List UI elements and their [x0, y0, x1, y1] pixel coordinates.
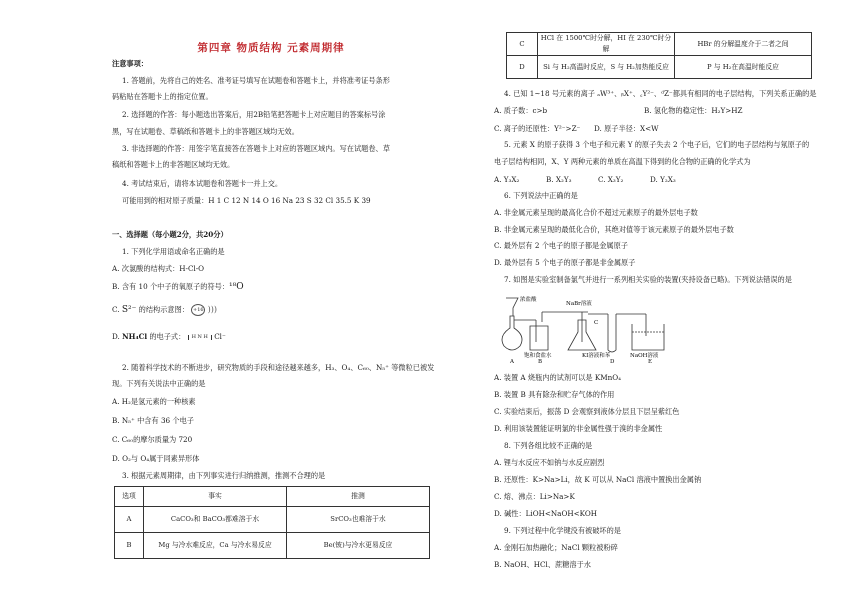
q7-option-a: A. 装置 A 烧瓶内的试剂可以是 KMnO₄	[494, 373, 622, 382]
question-8: 8. 下列各组比较不正确的是	[504, 441, 593, 450]
q5-option-d: D. Y₂X₃	[650, 175, 676, 184]
q3-table	[114, 486, 430, 559]
notice-line: 4. 考试结束后，请将本试题卷和答题卡一并上交。	[122, 179, 283, 188]
q1d-text: 的电子式：	[149, 332, 186, 341]
q8-option-d: D. 碱性：LiOH<NaOH<KOH	[494, 509, 597, 518]
label-nabr: NaBr溶液	[566, 301, 592, 307]
table-cell: Mg 与冷水难反应，Ca 与冷水易反应	[144, 533, 287, 559]
electron-formula-box: H N H	[188, 335, 212, 340]
chloride-ion: Cl⁻	[214, 332, 226, 341]
q7-option-b: B. 装置 B 具有除杂和贮存气体的作用	[494, 390, 615, 399]
q5-option-a: A. Y₃X₂	[494, 175, 520, 184]
notice-line: 3. 非选择题的作答：用签字笔直接答在答题卡上对应的答题区域内。写在试题卷、草	[122, 144, 390, 153]
table-cell: D	[507, 56, 538, 79]
table-row	[115, 507, 430, 533]
label-b: B	[538, 359, 543, 364]
flask-a-icon	[502, 316, 522, 350]
sulfide-ion: S²⁻	[121, 305, 137, 315]
notice-line: 2. 选择题的作答：每小题选出答案后，用2B铅笔把答题卡上对应题目的答案标号涂	[122, 110, 386, 119]
q4-option-c: C. 离子的还原性：Y²⁻>Z⁻	[494, 124, 581, 133]
atom-structure-diagram: +16	[191, 304, 205, 316]
atomic-masses: 可能用到的相对原子质量：H 1 C 12 N 14 O 16 Na 23 S 32 Cl 35.5 K 39	[122, 196, 371, 205]
q1d-label: D.	[112, 332, 120, 341]
q6-option-a: A. 非金属元素呈现的最高化合价不超过元素原子的最外层电子数	[494, 208, 698, 217]
test-tube-d-icon	[608, 314, 616, 352]
page-title: 第四章 物质结构 元素周期律	[197, 42, 345, 54]
q1b-text: B. 含有 10 个中子的氧原子的符号：	[112, 282, 230, 291]
question-2-cont: 现。下列有关说法中正确的是	[112, 379, 206, 388]
q4-option-a: A. 质子数：c>b	[494, 106, 548, 115]
q4-option-d: D. 原子半径：X<W	[594, 124, 659, 133]
q7-option-d: D. 利用该装置能证明氯的非金属性强于溴的非金属性	[494, 424, 663, 433]
table-header-row	[115, 487, 430, 507]
q7-option-c: C. 实验结束后，振荡 D 会观察到液体分层且下层呈紫红色	[494, 407, 680, 416]
table-cell: B	[115, 533, 144, 559]
oxygen-symbol: ¹⁸O	[229, 282, 244, 292]
notice-heading: 注意事项：	[112, 59, 148, 68]
q1-option-c	[112, 304, 217, 316]
q6-option-c: C. 最外层有 2 个电子的原子都是金属原子	[494, 241, 628, 250]
question-1: 1. 下列化学用语或命名正确的是	[122, 247, 225, 256]
q8-option-c: C. 熔、沸点：Li>Na>K	[494, 492, 575, 501]
label-e: E	[648, 359, 653, 364]
table-row	[507, 56, 812, 79]
notice-line: 码粘贴在答题卡上的指定位置。	[112, 92, 213, 101]
question-2: 2. 随着科学技术的不断进步，研究物质的手段和途径越来越多，H₃、O₄、C₆₀、N₅⁺ 等微粒已被发	[122, 363, 435, 372]
q8-option-b: B. 还原性：K>Na>Li，故 K 可以从 NaCl 溶液中置换出金属钠	[494, 475, 702, 484]
table-cell: Be(铍)与冷水更易反应	[287, 533, 430, 559]
q3-table-continued	[506, 32, 812, 79]
label-d: D	[610, 359, 615, 364]
bottle-b-icon	[530, 326, 548, 350]
q5-option-b: B. X₂Y₃	[546, 175, 572, 184]
label-conc-hcl: 浓盐酸	[520, 297, 537, 303]
question-3: 3. 根据元素周期律，由下列事实进行归纳推测，推测不合理的是	[122, 471, 326, 480]
q1-option-b	[112, 281, 244, 293]
ammonium-chloride: NH₄Cl	[122, 332, 148, 341]
table-header-cell: 选项	[115, 487, 144, 507]
q9-option-b: B. NaOH、HCl、蔗糖溶于水	[494, 560, 591, 569]
q9-option-a: A. 金刚石加热融化；NaCl 颗粒被粉碎	[494, 543, 618, 552]
q4-option-b: B. 氢化物的稳定性：H₂Y>HZ	[644, 106, 743, 115]
section-heading: 一、选择题（每小题2分，共20分）	[112, 230, 228, 239]
label-brine: 饱和食盐水	[524, 353, 552, 359]
label-a: A	[510, 359, 514, 364]
beaker-e-icon	[632, 324, 664, 350]
dropping-funnel-icon	[506, 298, 518, 316]
q2-option-d: D. O₂与 O₄属于同素异形体	[112, 454, 200, 463]
q2-option-c: C. C₆₀的摩尔质量为 720	[112, 435, 193, 444]
table-cell: HCl 在 1500℃时分解，HI 在 230℃时分解	[538, 33, 675, 56]
table-row	[507, 33, 812, 56]
q2-option-b: B. N₅⁺ 中含有 36 个电子	[112, 416, 194, 425]
q2-option-a: A. H₂是氢元素的一种核素	[112, 397, 196, 406]
question-4: 4. 已知 1~18 号元素的离子 ₐW³⁺、ᵦX⁺、꜀Y²⁻、ᵈZ⁻都具有相同的电子层结构，下列关系正确的是	[504, 89, 817, 98]
table-row	[115, 533, 430, 559]
lab-apparatus-diagram	[496, 292, 684, 364]
notice-line: 黑，写在试题卷、草稿纸和答题卡上的非答题区域均无效。	[112, 127, 299, 136]
question-7: 7. 如图是实验室制备氯气并进行一系列相关实验的装置(夹持设备已略)。下列说法错误的是	[504, 275, 792, 284]
table-cell: SrCO₃也难溶于水	[287, 507, 430, 533]
table-cell: P 与 H₂在高温时能反应	[675, 56, 812, 79]
notice-line: 稿纸和答题卡上的非答题区域均无效。	[112, 160, 235, 169]
table-cell: C	[507, 33, 538, 56]
q1-option-a: A. 次氯酸的结构式：H-Cl-O	[112, 264, 205, 273]
table-cell: HBr 的分解温度介于二者之间	[675, 33, 812, 56]
question-6: 6. 下列说法中正确的是	[504, 191, 578, 200]
q1c-label: C.	[112, 305, 120, 314]
table-cell: A	[115, 507, 144, 533]
question-9: 9. 下列过程中化学键没有被破坏的是	[504, 526, 621, 535]
question-5: 5. 元素 X 的原子获得 3 个电子和元素 Y 的原子失去 2 个电子后，它们的电子层结构与氖原子的	[504, 140, 810, 149]
q6-option-d: D. 最外层有 5 个电子的原子都是非金属原子	[494, 258, 636, 267]
label-ki-benzene: KI溶液和苯	[582, 353, 611, 359]
notice-line: 1. 答题前，先将自己的姓名、准考证号填写在试题卷和答题卡上，并将准考证号条形	[122, 76, 390, 85]
q5-option-c: C. X₃Y₂	[598, 175, 624, 184]
label-c: C	[594, 320, 599, 326]
q6-option-b: B. 非金属元素呈现的最低化合价，其绝对值等于该元素原子的最外层电子数	[494, 225, 734, 234]
electron-shell-arcs: )))	[207, 305, 217, 314]
label-naoh: NaOH溶液	[630, 353, 659, 359]
q1c-text: 的结构示意图：	[138, 305, 189, 314]
q8-option-a: A. 锂与水反应不如钠与水反应剧烈	[494, 458, 605, 467]
table-header-cell: 事实	[144, 487, 287, 507]
question-5-cont: 电子层结构相同，X、Y 两种元素的单质在高温下得到的化合物的正确的化学式为	[494, 157, 751, 166]
table-cell: CaCO₃和 BaCO₃都难溶于水	[144, 507, 287, 533]
table-cell: Si 与 H₂高温时反应，S 与 H₂加热能反应	[538, 56, 675, 79]
q1-option-d	[112, 331, 226, 342]
table-header-cell: 推测	[287, 487, 430, 507]
